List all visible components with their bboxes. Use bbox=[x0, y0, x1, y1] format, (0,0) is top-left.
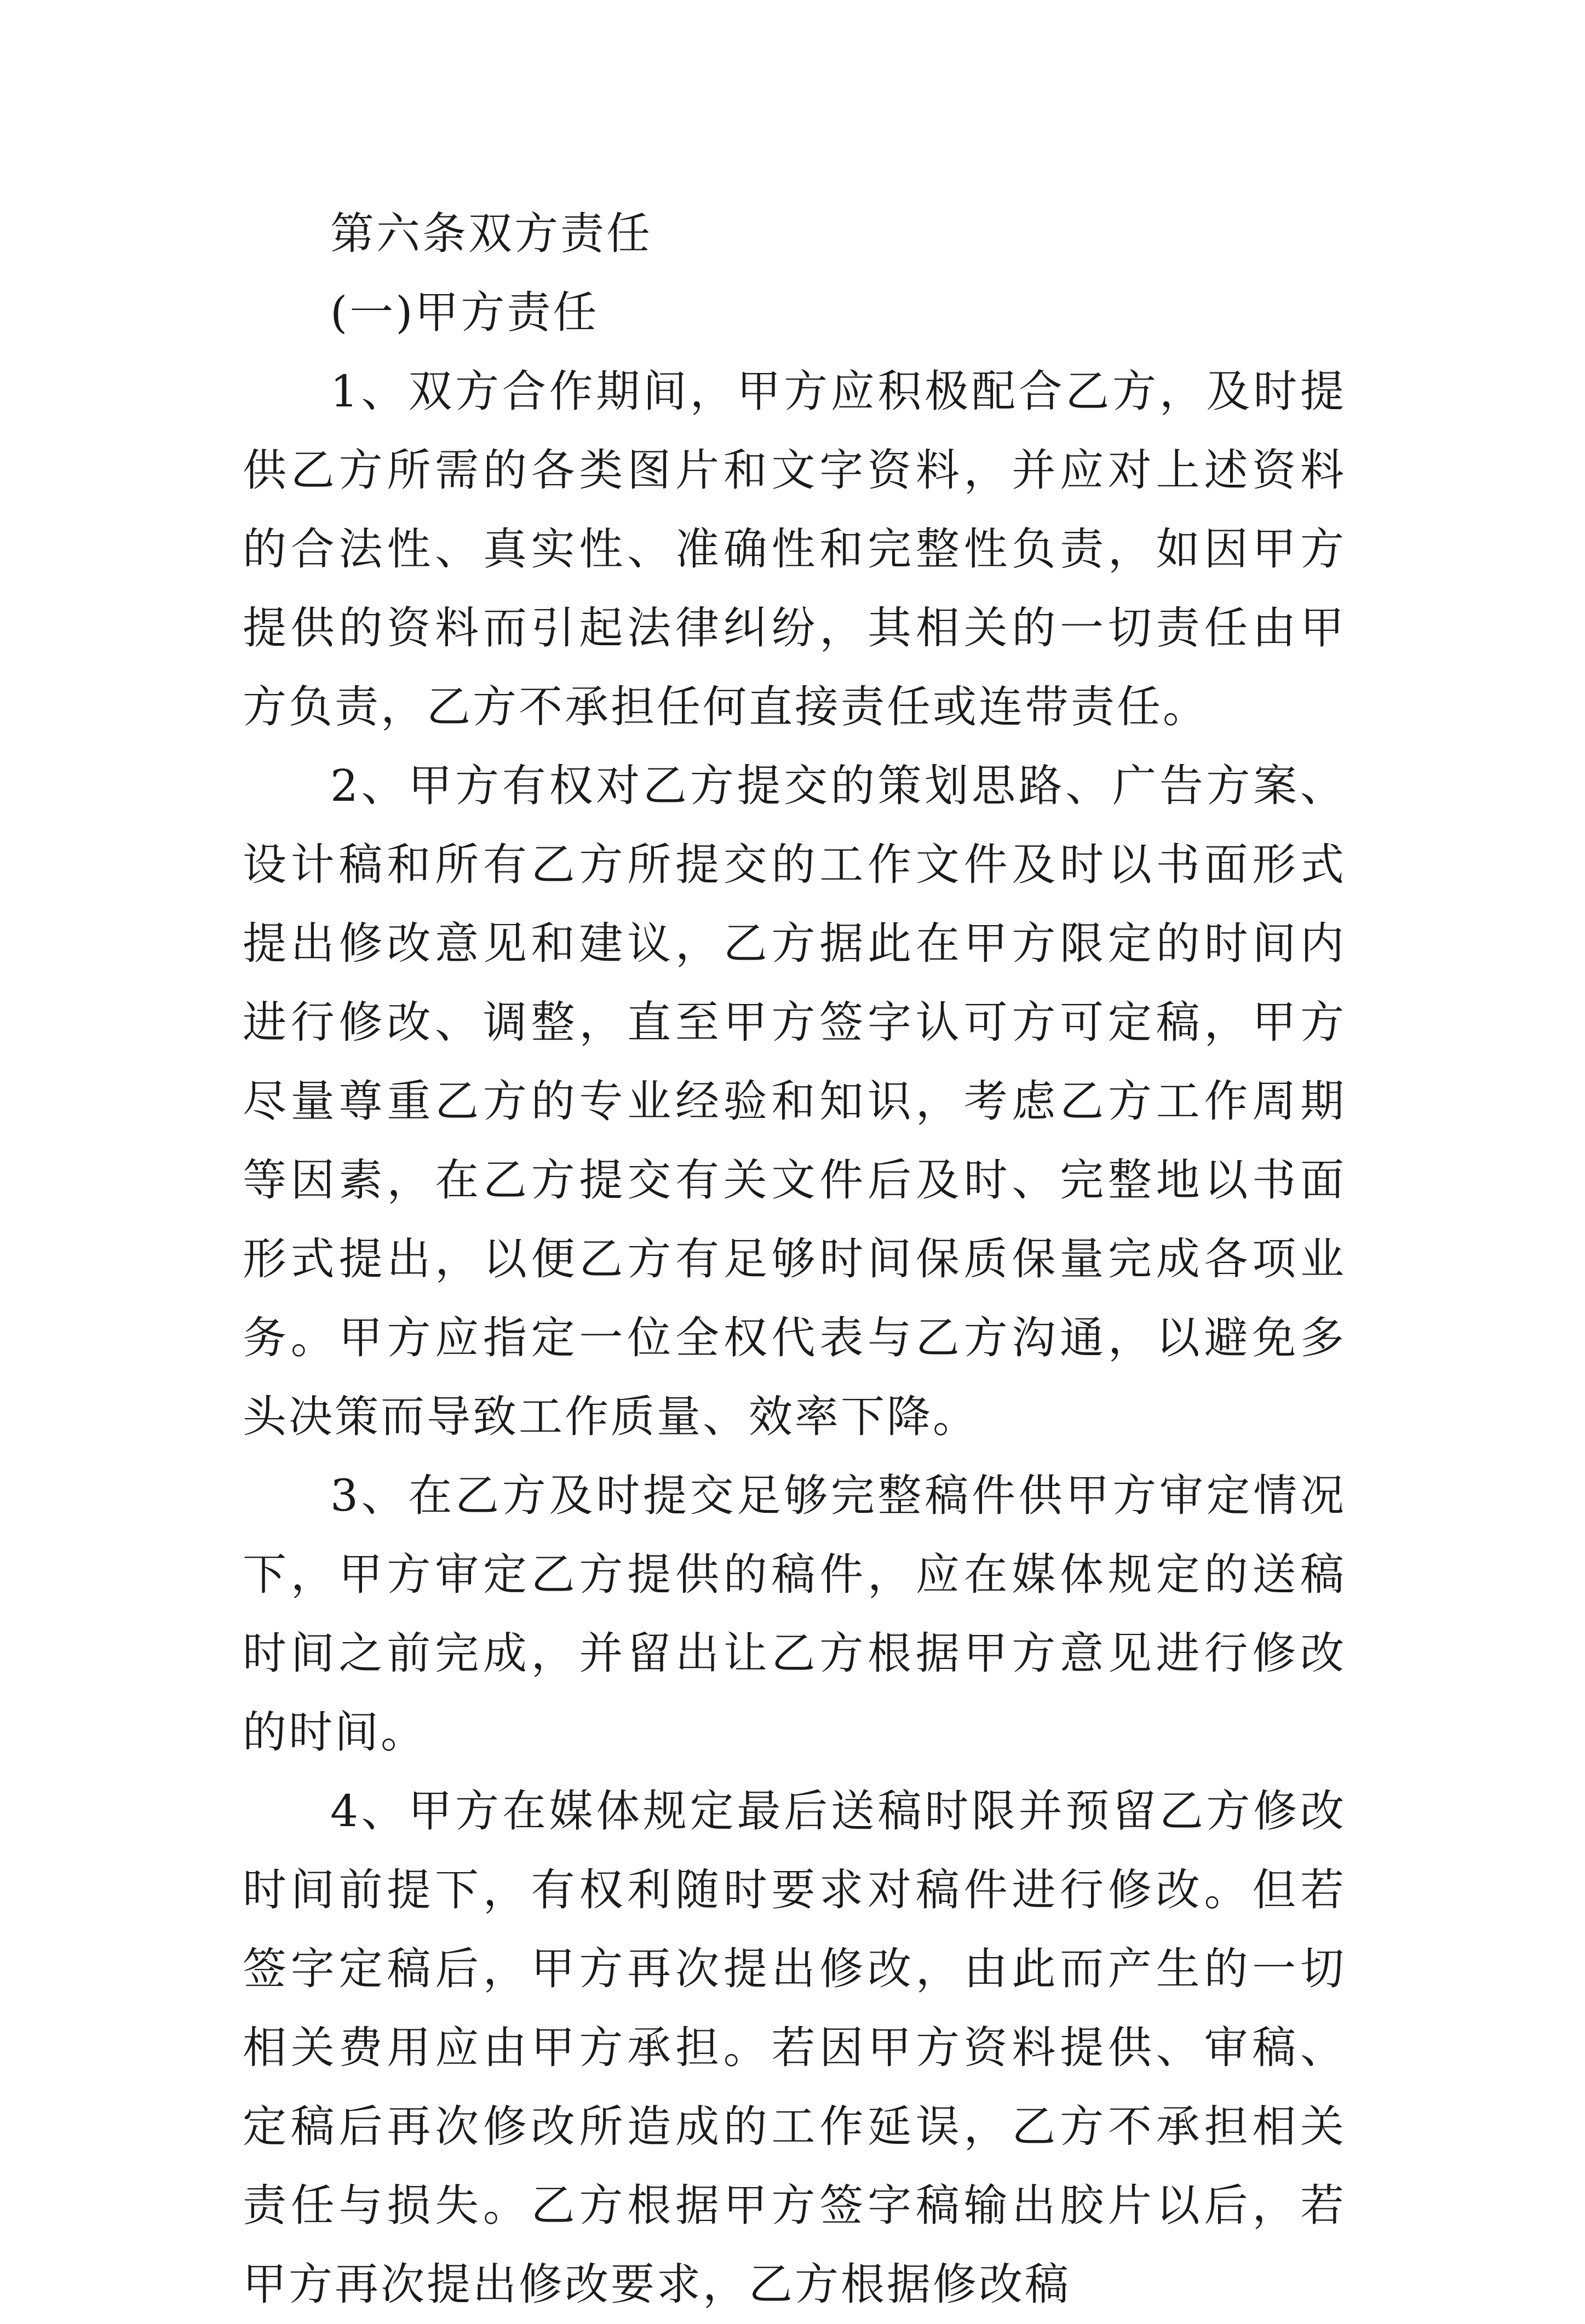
paragraph-4: 4、甲方在媒体规定最后送稿时限并预留乙方修改时间前提下，有权利随时要求对稿件进行修改。但若签字定稿后，甲方再次提出修改，由此而产生的一切相关费用应由甲方承担。若因甲方资料提供、审稿、定稿后再次修改所造成的工作延误，乙方不承担相关责任与损失。乙方根据甲方签字稿输出胶片以后，若甲方再次提出修改要求，乙方根据修改稿 bbox=[243, 1786, 1346, 2310]
section-heading: 第六条双方责任 bbox=[330, 208, 652, 259]
paragraph-3: 3、在乙方及时提交足够完整稿件供甲方审定情况下，甲方审定乙方提供的稿件，应在媒体规定的送稿时间之前完成，并留出让乙方根据甲方意见进行修改的时间。 bbox=[243, 1470, 1346, 1758]
subsection-heading: (一)甲方责任 bbox=[330, 287, 599, 338]
paragraph-1: 1、双方合作期间，甲方应积极配合乙方，及时提供乙方所需的各类图片和文字资料，并应对上述资料的合法性、真实性、准确性和完整性负责，如因甲方提供的资料而引起法律纠纷，其相关的一切责任由甲方负责，乙方不承担任何直接责任或连带责任。 bbox=[243, 366, 1346, 732]
document-body bbox=[243, 194, 1346, 2324]
paragraph-2: 2、甲方有权对乙方提交的策划思路、广告方案、设计稿和所有乙方所提交的工作文件及时以书面形式提出修改意见和建议，乙方据此在甲方限定的时间内进行修改、调整，直至甲方签字认可方可定稿，甲方尽量尊重乙方的专业经验和知识，考虑乙方工作周期等因素，在乙方提交有关文件后及时、完整地以书面形式提出，以便乙方有足够时间保质保量完成各项业务。甲方应指定一位全权代表与乙方沟通，以避免多头决策而导致工作质量、效率下降。 bbox=[243, 760, 1346, 1442]
